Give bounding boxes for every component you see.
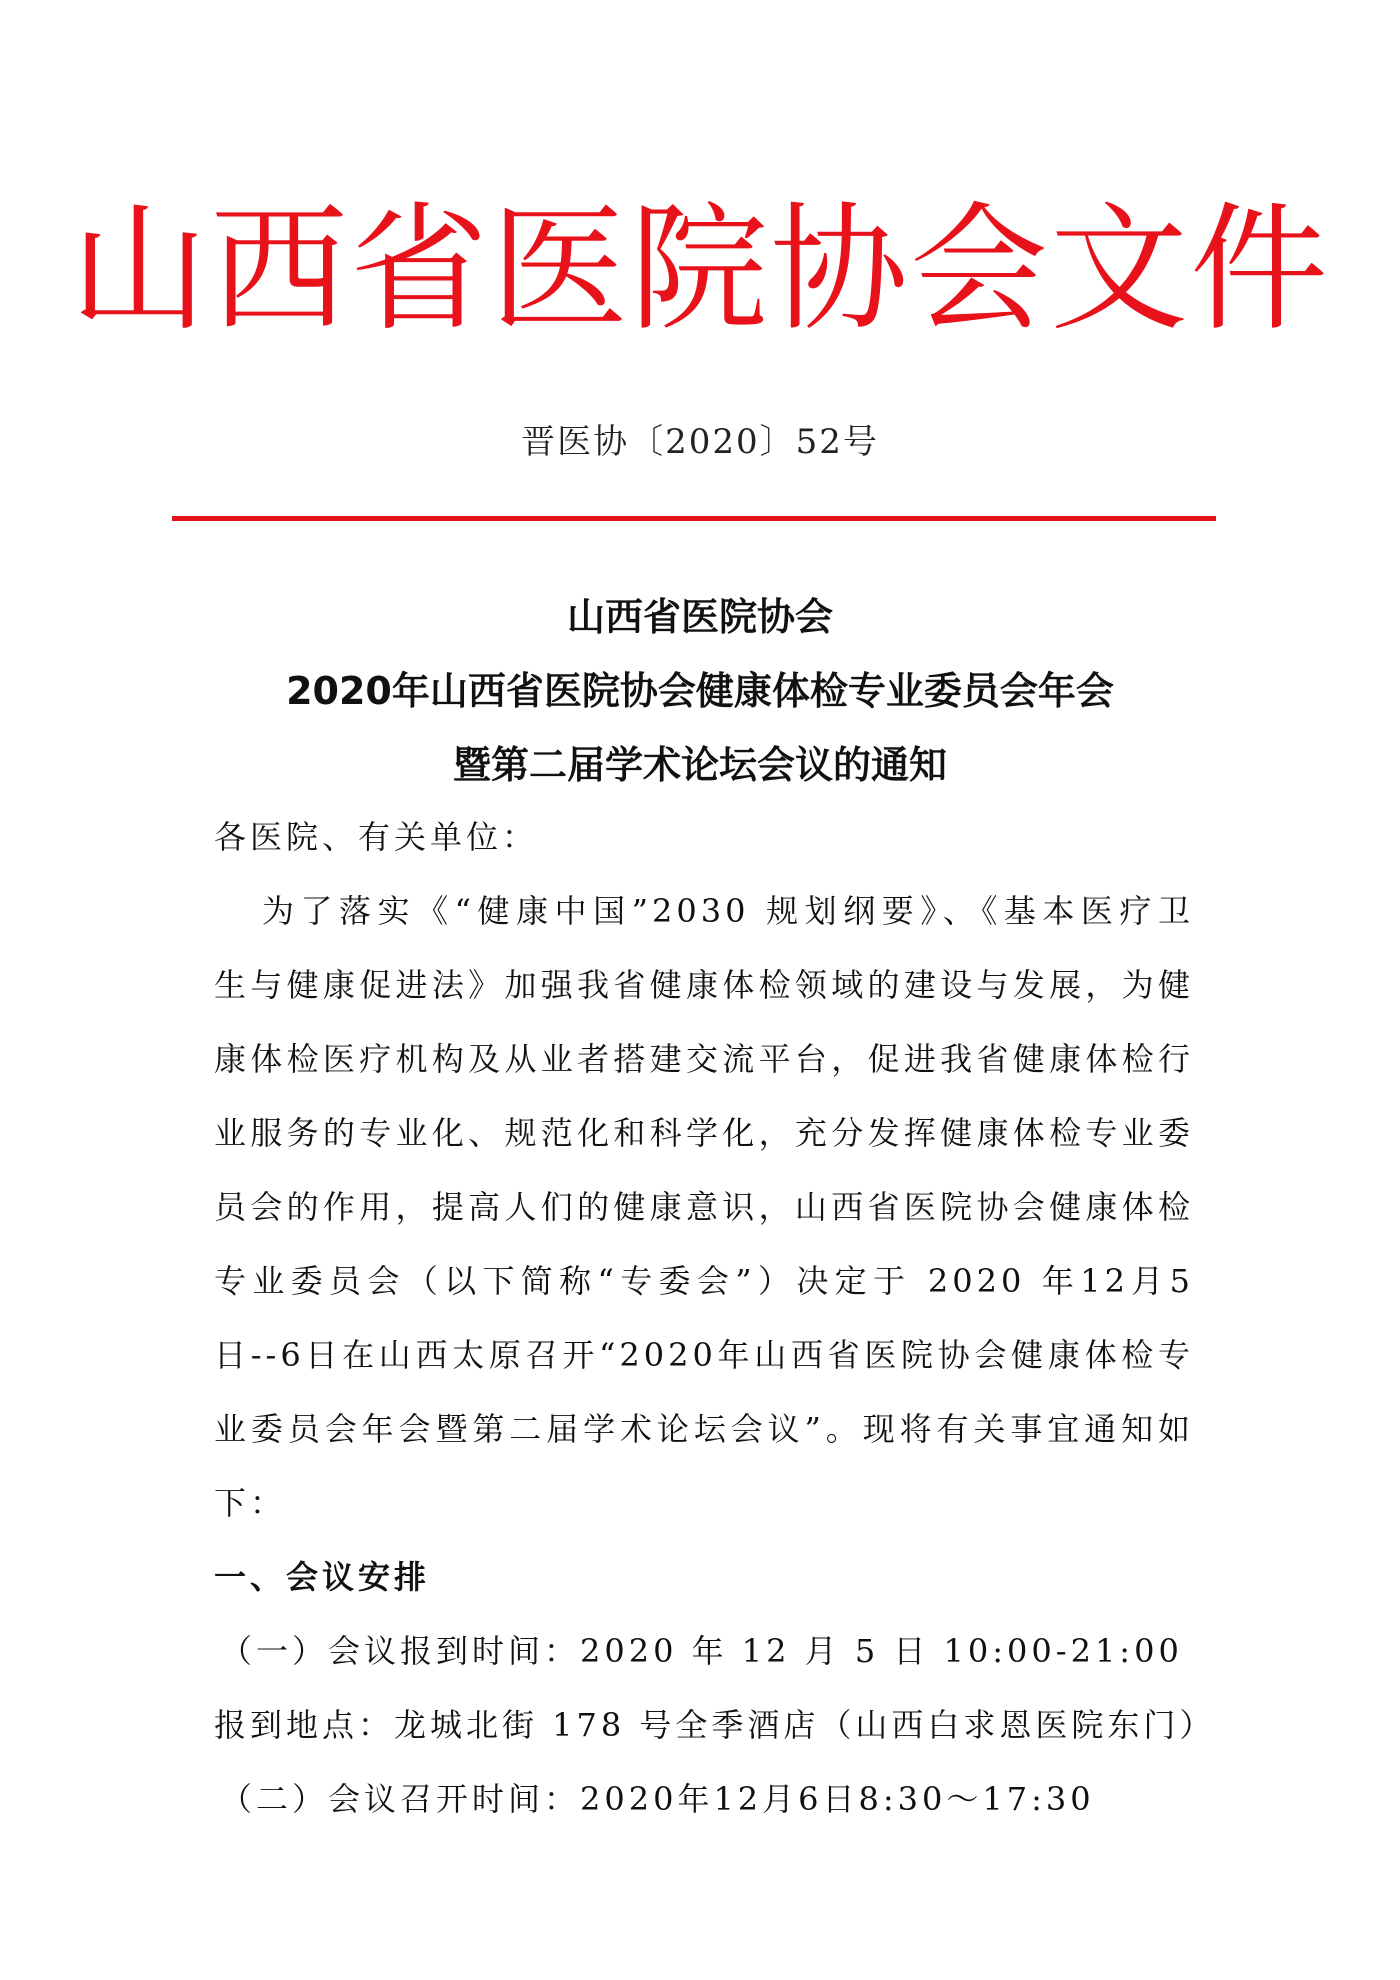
- heading-line-event: 2020年山西省医院协会健康体检专业委员会年会: [286, 669, 1114, 713]
- heading-line-notice: 暨第二届学术论坛会议的通知: [452, 743, 947, 787]
- section-title-meeting-arrangement: 一、会议安排: [214, 1558, 431, 1596]
- paragraph-line: 生与健康促进法》加强我省健康体检领域的建设与发展，为健: [214, 966, 1194, 1004]
- paragraph-line: 下：: [214, 1484, 287, 1522]
- notice-heading: [0, 580, 1400, 802]
- registration-location: 报到地点：龙城北街 178 号全季酒店（山西白求恩医院东门）: [214, 1706, 1216, 1744]
- meeting-time: （二）会议召开时间：2020年12月6日8:30～17:30: [220, 1780, 1095, 1818]
- paragraph-line: 为了落实《“健康中国”2030 规划纲要》、《基本医疗卫: [262, 892, 1194, 930]
- org-file-title: 山西省医院协会文件: [69, 189, 1330, 350]
- paragraph-line: 业委员会年会暨第二届学术论坛会议”。现将有关事宜通知如: [214, 1410, 1194, 1448]
- paragraph-line: 业服务的专业化、规范化和科学化，充分发挥健康体检专业委: [214, 1114, 1194, 1152]
- document-number: 晋医协〔2020〕52号: [521, 422, 879, 462]
- salutation: 各医院、有关单位：: [214, 818, 539, 856]
- paragraph-line: 专业委员会（以下简称“专委会”）决定于 2020 年12月5: [214, 1262, 1194, 1300]
- paragraph-line: 康体检医疗机构及从业者搭建交流平台，促进我省健康体检行: [214, 1040, 1194, 1078]
- heading-line-org: 山西省医院协会: [566, 595, 833, 639]
- notice-body: [214, 800, 1216, 1836]
- paragraph-line: 员会的作用，提高人们的健康意识，山西省医院协会健康体检: [214, 1188, 1194, 1226]
- red-divider-line: [172, 516, 1216, 521]
- registration-time: （一）会议报到时间：2020 年 12 月 5 日 10:00-21:00: [220, 1632, 1183, 1670]
- paragraph-line: 日--6日在山西太原召开“2020年山西省医院协会健康体检专: [214, 1336, 1194, 1374]
